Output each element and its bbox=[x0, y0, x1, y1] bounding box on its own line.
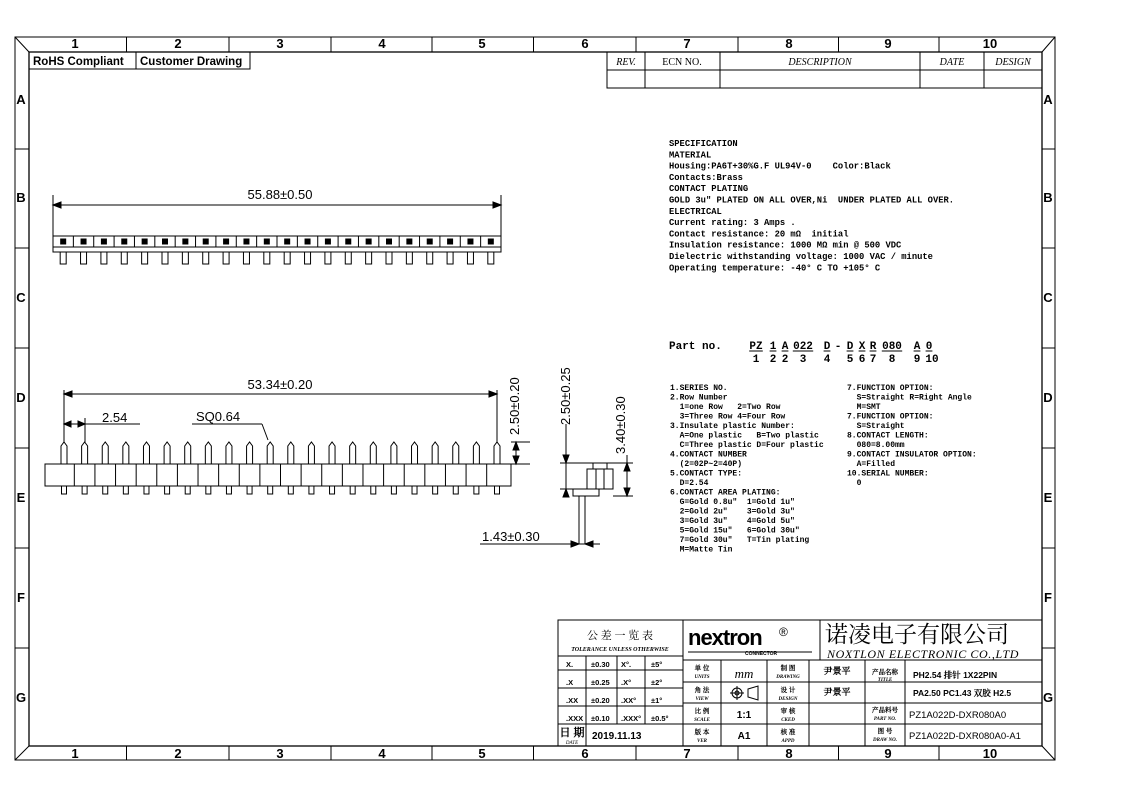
zone-column-label: 3 bbox=[276, 36, 284, 51]
top-pin-square bbox=[142, 239, 147, 244]
text-line: ELECTRICAL bbox=[669, 206, 722, 217]
zone-row-label: E bbox=[16, 490, 26, 505]
front-pin-contact bbox=[82, 442, 88, 464]
zone-column-label: 7 bbox=[683, 36, 691, 51]
view-sub: VIEW bbox=[695, 697, 709, 702]
top-pin-square bbox=[61, 239, 66, 244]
top-pin-tail bbox=[142, 252, 148, 264]
company-cn-name: 诺凌电子有限公司 bbox=[825, 621, 1009, 647]
text-line: GOLD 3u" PLATED ON ALL OVER,Ni UNDER PLATED ALL OVER. bbox=[669, 195, 955, 206]
top-pin-tail bbox=[447, 252, 453, 264]
top-pin-square bbox=[407, 239, 412, 244]
text-line: Current rating: 3 Amps . bbox=[669, 218, 796, 229]
front-pin-tail bbox=[247, 486, 252, 494]
tolerance-cell: .XXX bbox=[566, 714, 584, 723]
text-line: 2.Row Number bbox=[670, 393, 728, 403]
top-pin-tail bbox=[427, 252, 433, 264]
tolerance-cell: .X bbox=[566, 678, 574, 687]
top-view-pins bbox=[60, 236, 494, 264]
date-value: 2019.11.13 bbox=[592, 731, 642, 742]
text-line: Housing:PA6T+30%G.F UL94V-0 Color:Black bbox=[669, 161, 891, 172]
design-name: 尹景平 bbox=[823, 687, 851, 697]
part-no-segment: X bbox=[858, 341, 866, 353]
customer-drawing-badge: Customer Drawing bbox=[140, 56, 243, 68]
logo-sub: CONNECTOR bbox=[745, 651, 778, 657]
front-pin-contact bbox=[102, 442, 108, 464]
top-pin-square bbox=[101, 239, 106, 244]
product-title-line1: PH2.54 排针 1X22PIN bbox=[913, 670, 998, 680]
part-no-index: 4 bbox=[823, 354, 831, 366]
front-pin-tail bbox=[82, 486, 87, 494]
top-pin-square bbox=[366, 239, 371, 244]
front-pin-tail bbox=[62, 486, 67, 494]
part-no-index: 8 bbox=[888, 354, 896, 366]
side-height-a-dimension: 2.50±0.25 bbox=[558, 367, 573, 425]
top-pin-square bbox=[224, 239, 229, 244]
part-no-index: 2 bbox=[769, 354, 777, 366]
front-pin-contact bbox=[453, 442, 459, 464]
front-pin-contact bbox=[473, 442, 479, 464]
draw-no-sub: DRAW NO. bbox=[873, 738, 897, 743]
revision-table bbox=[607, 52, 1042, 88]
front-pin-tail bbox=[165, 486, 170, 494]
text-line: S=Straight R=Right Angle bbox=[847, 393, 972, 403]
front-pin-tail bbox=[453, 486, 458, 494]
front-length-dimension: 53.34±0.20 bbox=[247, 377, 313, 392]
front-pin-tail bbox=[103, 486, 108, 494]
tolerance-cell: ±0.20 bbox=[591, 696, 610, 705]
front-pin-contact bbox=[288, 442, 294, 464]
top-pin-tail bbox=[284, 252, 290, 264]
text-line: 3.Insulate plastic Number: bbox=[670, 422, 795, 431]
top-pin-square bbox=[244, 239, 249, 244]
zone-column-label: 5 bbox=[478, 746, 486, 761]
tolerance-cell: X°. bbox=[621, 660, 632, 669]
text-line: 080=8.00mm bbox=[847, 441, 905, 450]
front-pin-tail bbox=[495, 486, 500, 494]
units-value: mm bbox=[734, 666, 754, 681]
front-pin-contact bbox=[391, 442, 397, 464]
drawing-name: 尹景平 bbox=[823, 666, 851, 676]
front-pin-tail bbox=[433, 486, 438, 494]
text-line: D=2.54 bbox=[670, 479, 709, 488]
text-line: M=Matte Tin bbox=[670, 545, 733, 555]
registered-mark: ® bbox=[779, 625, 788, 639]
part-no-segment: A bbox=[781, 341, 789, 353]
text-line: Dielectric withstanding voltage: 1000 VAC / minute bbox=[669, 252, 933, 262]
front-pin-tail bbox=[474, 486, 479, 494]
rohs-badge: RoHS Compliant bbox=[33, 56, 124, 68]
ckd-label: 审 核 bbox=[780, 708, 796, 715]
front-pin-tail bbox=[206, 486, 211, 494]
text-line: 7.FUNCTION OPTION: bbox=[847, 384, 934, 393]
text-line: Contact resistance: 20 mΩ initial bbox=[669, 229, 849, 240]
company-en-name: NOXTLON ELECTRONIC CO.,LTD bbox=[827, 647, 1020, 661]
front-pin-tail bbox=[288, 486, 293, 494]
front-pin-tail bbox=[350, 486, 355, 494]
part-no-segment: D bbox=[846, 341, 854, 353]
tolerance-cell: ±2° bbox=[651, 678, 663, 687]
zone-column-label: 1 bbox=[71, 746, 79, 761]
ver-value: A1 bbox=[737, 731, 751, 742]
tolerance-cell: .XX bbox=[566, 696, 579, 705]
zone-column-label: 2 bbox=[174, 746, 182, 761]
top-pin-tail bbox=[264, 252, 270, 264]
top-pin-square bbox=[325, 239, 330, 244]
pin-height-dimension: 2.50±0.20 bbox=[507, 377, 522, 435]
text-line: 3=Three Row 4=Four Row bbox=[670, 412, 786, 422]
zone-row-label: F bbox=[1044, 590, 1052, 605]
text-line: 2=Gold 2u" 3=Gold 3u" bbox=[670, 507, 795, 517]
text-line: 3=Gold 3u" 4=Gold 5u" bbox=[670, 517, 795, 526]
text-line: M=SMT bbox=[847, 403, 881, 412]
zone-column-label: 7 bbox=[683, 746, 691, 761]
zone-row-label: C bbox=[1043, 290, 1053, 305]
top-pin-square bbox=[183, 239, 188, 244]
front-pin-tail bbox=[144, 486, 149, 494]
product-name-label: 产品名称 bbox=[872, 669, 898, 676]
top-pin-tail bbox=[406, 252, 412, 264]
company-logo bbox=[688, 625, 812, 657]
top-pin-square bbox=[468, 239, 473, 244]
zone-column-label: 4 bbox=[378, 36, 386, 51]
part-no-indices bbox=[753, 354, 939, 366]
front-pin-contact bbox=[432, 442, 438, 464]
zone-column-label: 6 bbox=[581, 746, 589, 761]
zone-column-label: 9 bbox=[884, 36, 892, 51]
zone-row-label: B bbox=[1043, 190, 1053, 205]
zone-row-label: F bbox=[17, 590, 25, 605]
date-label: 日 期 bbox=[559, 727, 585, 739]
top-pin-square bbox=[203, 239, 208, 244]
front-pin-tail bbox=[412, 486, 417, 494]
zone-column-label: 1 bbox=[71, 36, 79, 51]
part-no-segment: 1 bbox=[769, 341, 777, 353]
front-pin-contact bbox=[267, 442, 273, 464]
top-pin-tail bbox=[488, 252, 494, 264]
text-line: 1.SERIES NO. bbox=[670, 384, 728, 393]
part-no-segments bbox=[749, 341, 932, 353]
text-line: 8.CONTACT LENGTH: bbox=[847, 431, 929, 441]
front-pin-contact bbox=[143, 442, 149, 464]
front-pin-tail bbox=[185, 486, 190, 494]
text-line: 7.FUNCTION OPTION: bbox=[847, 412, 934, 422]
square-pin-dimension: SQ0.64 bbox=[196, 409, 241, 424]
tolerance-cell: X. bbox=[566, 660, 574, 669]
zone-column-label: 9 bbox=[884, 746, 892, 761]
drawing-number: PZ1A022D-DXR080A0-A1 bbox=[909, 731, 1021, 742]
text-line: 5.CONTACT TYPE: bbox=[670, 469, 743, 479]
front-pin-contact bbox=[123, 442, 129, 464]
part-no-segment: PZ bbox=[749, 341, 763, 353]
front-pin-tail bbox=[226, 486, 231, 494]
text-line: MATERIAL bbox=[669, 150, 712, 161]
text-line: A=One plastic B=Two plastic bbox=[670, 431, 819, 441]
zone-row-label: C bbox=[16, 290, 26, 305]
part-no-index: 2 bbox=[781, 354, 789, 366]
text-line: 10.SERIAL NUMBER: bbox=[847, 469, 929, 479]
units-sub: UNITS bbox=[694, 675, 710, 680]
tolerance-cell: ±5° bbox=[651, 660, 663, 669]
zone-row-label: G bbox=[1042, 690, 1054, 705]
text-line: A=Filled bbox=[847, 460, 896, 469]
tail-offset-dimension: 1.43±0.30 bbox=[482, 529, 540, 544]
top-pin-tail bbox=[203, 252, 209, 264]
zone-column-label: 10 bbox=[982, 746, 998, 761]
zone-column-label: 4 bbox=[378, 746, 386, 761]
top-pin-tail bbox=[345, 252, 351, 264]
front-pin-contact bbox=[205, 442, 211, 464]
zone-row-label: A bbox=[1043, 92, 1053, 107]
front-pin-contact bbox=[329, 442, 335, 464]
top-pin-tail bbox=[162, 252, 168, 264]
top-pin-square bbox=[163, 239, 168, 244]
front-pin-tail bbox=[391, 486, 396, 494]
text-line: C=Three plastic D=Four plastic bbox=[670, 441, 824, 450]
front-pin-tail bbox=[371, 486, 376, 494]
appd-sub: APPD bbox=[781, 739, 795, 744]
front-pin-contact bbox=[412, 442, 418, 464]
part-no-index: 9 bbox=[913, 354, 921, 366]
tolerance-title: 公 差 一 览 表 bbox=[587, 630, 653, 642]
top-pin-tail bbox=[60, 252, 66, 264]
zone-column-label: 8 bbox=[785, 746, 793, 761]
part-no-segment: - bbox=[834, 341, 842, 353]
top-pin-tail bbox=[386, 252, 392, 264]
front-pin-tail bbox=[309, 486, 314, 494]
ecn-header: ECN NO. bbox=[662, 57, 702, 68]
zone-row-label: D bbox=[1043, 390, 1053, 405]
top-pin-square bbox=[448, 239, 453, 244]
front-pin-contact bbox=[247, 442, 253, 464]
front-pin-contact bbox=[370, 442, 376, 464]
drawing-label: 制 图 bbox=[780, 665, 796, 672]
tolerance-cell: ±0.30 bbox=[591, 660, 610, 669]
part-no-cell-label: 产品料号 bbox=[872, 707, 898, 714]
top-view bbox=[53, 195, 501, 264]
zone-row-label: E bbox=[1043, 490, 1053, 505]
draw-no-label: 图 号 bbox=[877, 728, 893, 735]
top-pin-tail bbox=[366, 252, 372, 264]
text-line: CONTACT PLATING bbox=[669, 184, 749, 195]
tolerance-cell: .XXX° bbox=[621, 714, 642, 723]
description-header: DESCRIPTION bbox=[788, 57, 852, 68]
part-no-index: 3 bbox=[799, 354, 807, 366]
scale-sub: SCALE bbox=[694, 718, 710, 723]
tolerance-cell: ±0.5° bbox=[651, 714, 669, 723]
front-view bbox=[45, 390, 530, 494]
part-no-index: 5 bbox=[846, 354, 854, 366]
part-no-index: 7 bbox=[869, 354, 877, 366]
design-sub: DESIGN bbox=[778, 697, 798, 702]
ver-label: 版 本 bbox=[694, 729, 710, 736]
scale-label: 比 例 bbox=[694, 708, 710, 715]
text-line: S=Straight bbox=[847, 422, 905, 431]
text-line: 7=Gold 30u" T=Tin plating bbox=[670, 536, 810, 545]
text-line: (2=02P~2=40P) bbox=[670, 460, 743, 469]
front-pin-contact bbox=[185, 442, 191, 464]
top-pin-square bbox=[346, 239, 351, 244]
text-line: SPECIFICATION bbox=[669, 139, 738, 149]
top-length-dimension: 55.88±0.50 bbox=[247, 187, 313, 202]
part-no-segment: 0 bbox=[925, 341, 933, 353]
drawing-sub: DRAWING bbox=[776, 675, 800, 680]
part-no-index: 6 bbox=[858, 354, 866, 366]
zone-column-label: 10 bbox=[982, 36, 998, 51]
text-line: Contacts:Brass bbox=[669, 172, 743, 183]
part-no-segment: A bbox=[913, 341, 921, 353]
zone-row-label: G bbox=[15, 690, 27, 705]
top-pin-square bbox=[285, 239, 290, 244]
product-name-sub: TITLE bbox=[877, 678, 893, 683]
part-number bbox=[669, 341, 939, 366]
zone-row-label: B bbox=[16, 190, 26, 205]
top-pin-square bbox=[122, 239, 127, 244]
text-line: Operating temperature: -40° C TO +105° C bbox=[669, 263, 881, 274]
top-pin-square bbox=[427, 239, 432, 244]
text-line: 0 bbox=[847, 479, 862, 488]
top-pin-tail bbox=[243, 252, 249, 264]
units-label: 单 位 bbox=[694, 665, 710, 672]
zone-column-label: 6 bbox=[581, 36, 589, 51]
top-pin-tail bbox=[305, 252, 311, 264]
projection-icon bbox=[730, 686, 758, 700]
part-no-index: 1 bbox=[752, 354, 760, 366]
top-pin-square bbox=[387, 239, 392, 244]
tolerance-cell: .XX° bbox=[621, 696, 637, 705]
tolerance-cell: ±0.25 bbox=[591, 678, 610, 687]
front-pin-tail bbox=[268, 486, 273, 494]
side-height-b-dimension: 3.40±0.30 bbox=[613, 396, 628, 454]
date-sub: DATE bbox=[565, 741, 579, 746]
design-label: 设 计 bbox=[780, 687, 796, 694]
part-no-segment: D bbox=[823, 341, 831, 353]
top-pin-tail bbox=[325, 252, 331, 264]
view-label: 角 法 bbox=[694, 687, 710, 694]
part-no-index: 10 bbox=[925, 354, 939, 366]
text-line: G=Gold 0.8u" 1=Gold 1u" bbox=[670, 498, 795, 507]
text-line: 5=Gold 15u" 6=Gold 30u" bbox=[670, 526, 800, 536]
product-title-line2: PA2.50 PC1.43 双胶 H2.5 bbox=[913, 688, 1012, 698]
front-pin-contact bbox=[494, 442, 500, 464]
top-pin-tail bbox=[467, 252, 473, 264]
top-pin-square bbox=[264, 239, 269, 244]
top-pin-tail bbox=[121, 252, 127, 264]
top-pin-tail bbox=[81, 252, 87, 264]
top-pin-square bbox=[81, 239, 86, 244]
text-line: Insulation resistance: 1000 MΩ min @ 500 VDC bbox=[669, 240, 902, 251]
top-pin-square bbox=[305, 239, 310, 244]
tolerance-cell: ±0.10 bbox=[591, 714, 610, 723]
tolerance-subtitle: TOLERANCE UNLESS OTHERWISE bbox=[571, 647, 669, 653]
text-line: 1=one Row 2=Two Row bbox=[670, 403, 781, 412]
text-line: 9.CONTACT INSULATOR OPTION: bbox=[847, 450, 977, 460]
rev-header: REV. bbox=[616, 57, 636, 68]
zone-column-label: 2 bbox=[174, 36, 182, 51]
pitch-dimension: 2.54 bbox=[102, 410, 128, 425]
design-header: DESIGN bbox=[995, 57, 1031, 68]
logo-text: nextron bbox=[688, 625, 762, 650]
options-right bbox=[847, 384, 977, 488]
text-line: 6.CONTACT AREA PLATING: bbox=[670, 488, 781, 498]
zone-column-label: 3 bbox=[276, 746, 284, 761]
appd-label: 核 准 bbox=[780, 729, 796, 736]
zone-column-label: 8 bbox=[785, 36, 793, 51]
front-pin-contact bbox=[164, 442, 170, 464]
zone-column-label: 5 bbox=[478, 36, 486, 51]
top-pin-tail bbox=[223, 252, 229, 264]
part-no-label: Part no. bbox=[669, 341, 722, 353]
front-pin-contact bbox=[226, 442, 232, 464]
front-pin-contact bbox=[308, 442, 314, 464]
part-no-segment: 022 bbox=[793, 341, 813, 353]
zone-row-label: A bbox=[16, 92, 26, 107]
tolerance-cell: .X° bbox=[621, 678, 632, 687]
date-header: DATE bbox=[939, 57, 965, 68]
ver-sub: VER bbox=[696, 739, 708, 744]
part-no-cell-sub: PART NO. bbox=[873, 717, 897, 722]
scale-value: 1:1 bbox=[736, 710, 752, 721]
ckd-sub: CKED bbox=[781, 718, 795, 723]
part-no-segment: R bbox=[869, 341, 877, 353]
front-pin-tail bbox=[330, 486, 335, 494]
specification-block bbox=[669, 139, 954, 273]
tolerance-cell: ±1° bbox=[651, 696, 663, 705]
front-pin-contact bbox=[61, 442, 67, 464]
badges bbox=[29, 52, 250, 69]
front-pin-tail bbox=[123, 486, 128, 494]
front-pin-contact bbox=[350, 442, 356, 464]
options-left bbox=[670, 384, 824, 555]
part-no-segment: 080 bbox=[882, 341, 902, 353]
top-pin-square bbox=[488, 239, 493, 244]
product-part-no: PZ1A022D-DXR080A0 bbox=[909, 710, 1007, 721]
text-line: 4.CONTACT NUMBER bbox=[670, 450, 747, 460]
top-pin-tail bbox=[101, 252, 107, 264]
zone-row-label: D bbox=[16, 390, 26, 405]
top-pin-tail bbox=[182, 252, 188, 264]
